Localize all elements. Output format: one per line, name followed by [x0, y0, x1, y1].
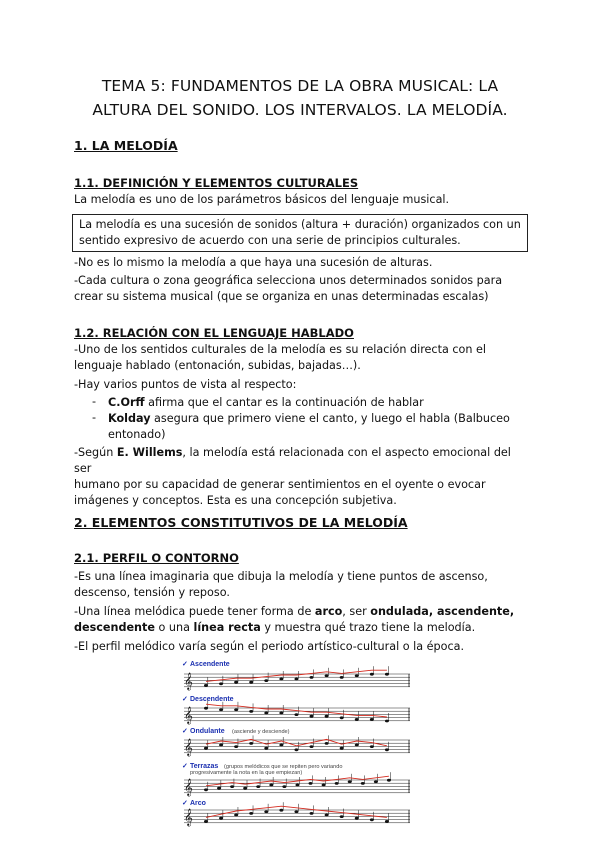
- paragraph-spoken-line-1: -Uno de los sentidos culturales de la melodía es su relación directa con el: [74, 343, 487, 356]
- music-staff: [184, 802, 410, 826]
- note-head: [279, 678, 283, 681]
- bullet-dash: -: [92, 395, 97, 408]
- treble-clef-icon: 𝄞: [184, 738, 193, 756]
- willems-prefix: -Según: [74, 446, 117, 459]
- section-1-heading: 1. LA MELODÍA: [74, 138, 178, 153]
- note-head: [325, 814, 329, 817]
- definition-line-2: sentido expresivo de acuerdo con una serie de principios culturales.: [79, 234, 461, 247]
- willems-line-3: imágenes y conceptos. Esta es una concepción subjetiva.: [74, 494, 397, 507]
- note-head: [294, 810, 298, 813]
- note-head: [335, 782, 339, 785]
- note-head: [230, 785, 234, 788]
- note-head: [279, 712, 283, 715]
- note-head: [325, 742, 329, 745]
- note-head: [355, 744, 359, 747]
- orff-text: afirma que el cantar es la continuación de hablar: [144, 396, 424, 409]
- note-head: [269, 784, 273, 787]
- paragraph-spoken-line-2: lenguaje hablado (entonación, subidas, bajadas…).: [74, 359, 361, 372]
- document-title: [40, 74, 560, 122]
- note-head: [340, 815, 344, 818]
- note-head: [385, 820, 389, 823]
- note-head: [264, 810, 268, 813]
- note-head: [249, 681, 253, 684]
- note-head: [234, 814, 238, 817]
- label-arco: Arco: [190, 800, 206, 807]
- note-head: [204, 820, 208, 823]
- note-head: [310, 812, 314, 815]
- shape-arco: arco: [314, 605, 343, 618]
- subsection-2-1-heading: 2.1. PERFIL O CONTORNO: [74, 551, 239, 565]
- music-staff: [184, 700, 410, 724]
- note-head: [219, 708, 223, 711]
- note-head: [385, 673, 389, 676]
- label-descendente: Descendente: [190, 696, 234, 703]
- note-head: [370, 673, 374, 676]
- contour-line-1: -Es una línea imaginaria que dibuja la melodía y tiene puntos de ascenso,: [74, 570, 488, 583]
- paragraph-contour-shapes: [74, 604, 526, 636]
- paragraph-viewpoints: -Hay varios puntos de vista al respecto:: [74, 378, 297, 391]
- note-head: [294, 713, 298, 716]
- note-head: [294, 748, 298, 751]
- note-head: [370, 818, 374, 821]
- paragraph-contour-period: -El perfil melódico varía según el periodo artístico-cultural o la época.: [74, 640, 465, 653]
- treble-clef-icon: 𝄞: [184, 706, 193, 724]
- note-head: [282, 785, 286, 788]
- treble-clef-icon: 𝄞: [184, 808, 193, 826]
- note-head: [249, 710, 253, 713]
- check-icon: ✓: [182, 763, 188, 770]
- note-head: [234, 708, 238, 711]
- note-head: [310, 745, 314, 748]
- note-head: [264, 712, 268, 715]
- paragraph-willems: [74, 445, 526, 509]
- paragraph-culture: [74, 273, 526, 305]
- note-head: [310, 676, 314, 679]
- kolday-text-line-2: entonado): [108, 428, 166, 441]
- subsection-1-2-heading: 1.2. RELACIÓN CON EL LENGUAJE HABLADO: [74, 326, 354, 340]
- melodic-contour-figure: [180, 660, 412, 848]
- contour-line: [206, 739, 387, 745]
- label-ondulante: Ondulante: [190, 728, 225, 735]
- note-head: [325, 715, 329, 718]
- bullet-dash: -: [92, 411, 97, 424]
- bullet-orff: [108, 395, 528, 411]
- note-head: [219, 744, 223, 747]
- note-head: [204, 788, 208, 791]
- orff-name: C.Orff: [108, 396, 145, 409]
- title-line-1: TEMA 5: FUNDAMENTOS DE LA OBRA MUSICAL: LA: [101, 77, 499, 95]
- note-head: [217, 787, 221, 790]
- note-head: [355, 674, 359, 677]
- note-head: [355, 817, 359, 820]
- check-icon: ✓: [182, 661, 188, 668]
- note-head: [325, 674, 329, 677]
- note-head: [355, 718, 359, 721]
- note-head: [295, 784, 299, 787]
- paragraph-culture-line-1: -Cada cultura o zona geográfica selecciona unos determinados sonidos para: [74, 274, 503, 287]
- music-staff: [184, 735, 410, 756]
- note-head: [256, 785, 260, 788]
- check-icon: ✓: [182, 696, 188, 703]
- note-head: [243, 787, 247, 790]
- contour-line-2: descenso, tensión y reposo.: [74, 586, 230, 599]
- shapes-text-h: y muestra qué trazo tiene la melodía.: [260, 621, 476, 634]
- check-icon: ✓: [182, 800, 188, 807]
- note-head: [322, 784, 326, 787]
- terrazas-note-line-2: progresivamente la nota en la que empiezan): [190, 770, 303, 776]
- kolday-name: Kolday: [108, 412, 151, 425]
- note-head: [204, 707, 208, 710]
- check-icon: ✓: [182, 728, 188, 735]
- note-head: [370, 745, 374, 748]
- note-head: [279, 809, 283, 812]
- section-2-heading: 2. ELEMENTOS CONSTITUTIVOS DE LA MELODÍA: [74, 515, 408, 530]
- willems-line-1: , la melodía está relacionada con el aspecto emocional del ser: [74, 446, 511, 475]
- note-head: [385, 748, 389, 751]
- note-head: [204, 684, 208, 687]
- ondulante-note: (asciende y desciende): [232, 729, 290, 735]
- note-head: [234, 745, 238, 748]
- note-head: [219, 682, 223, 685]
- shapes-text-f: o una: [154, 621, 194, 634]
- shapes-text-a: -Una línea melódica puede tener forma de: [74, 605, 315, 618]
- note-head: [370, 718, 374, 721]
- note-head: [340, 676, 344, 679]
- paragraph-spoken-language: [74, 342, 526, 374]
- bullet-kolday: [108, 411, 528, 443]
- note-head: [340, 747, 344, 750]
- definition-line-1: La melodía es una sucesión de sonidos (altura + duración) organizados con un: [79, 218, 521, 231]
- melody-intro: La melodía es uno de los parámetros básicos del lenguaje musical.: [74, 193, 450, 206]
- note-head: [387, 779, 391, 782]
- paragraph-contour-definition: [74, 569, 526, 601]
- willems-name: E. Willems: [116, 446, 183, 459]
- note-head: [374, 780, 378, 783]
- note-head: [249, 742, 253, 745]
- note-head: [385, 720, 389, 723]
- kolday-text: asegura que primero viene el canto, y luego el habla (Balbuceo: [150, 412, 510, 425]
- note-head: [310, 715, 314, 718]
- label-ascendente: Ascendente: [190, 661, 230, 668]
- note-head: [294, 678, 298, 681]
- subsection-1-1-heading: 1.1. DEFINICIÓN Y ELEMENTOS CULTURALES: [74, 176, 359, 190]
- title-line-2: ALTURA DEL SONIDO. LOS INTERVALOS. LA MELODÍA.: [92, 101, 508, 119]
- note-head: [264, 679, 268, 682]
- label-terrazas: Terrazas: [190, 763, 219, 770]
- shapes-text-c: , ser: [342, 605, 371, 618]
- shape-ondulada: ondulada, ascendente,: [370, 605, 515, 618]
- note-head: [348, 780, 352, 783]
- shape-descendente: descendente: [74, 621, 155, 634]
- note-head: [249, 812, 253, 815]
- definition-box: [72, 214, 528, 252]
- note-head: [340, 716, 344, 719]
- treble-clef-icon: 𝄞: [184, 672, 193, 690]
- paragraph-culture-line-2: crear su sistema musical (que se organiza en unas determinadas escalas): [74, 290, 489, 303]
- note-head: [204, 747, 208, 750]
- treble-clef-icon: 𝄞: [184, 778, 193, 796]
- terrazas-note-line-1: (grupos melódicos que se repiten pero variando: [224, 764, 343, 770]
- music-staff: [184, 666, 410, 690]
- willems-line-2: humano por su capacidad de generar sentimientos en el oyente o evocar: [74, 478, 486, 491]
- note-head: [219, 817, 223, 820]
- paragraph-not-same: -No es lo mismo la melodía a que haya una sucesión de alturas.: [74, 256, 433, 269]
- note-head: [309, 782, 313, 785]
- note-head: [279, 744, 283, 747]
- note-head: [361, 782, 365, 785]
- note-head: [234, 681, 238, 684]
- note-head: [264, 747, 268, 750]
- shape-linea-recta: línea recta: [193, 621, 261, 634]
